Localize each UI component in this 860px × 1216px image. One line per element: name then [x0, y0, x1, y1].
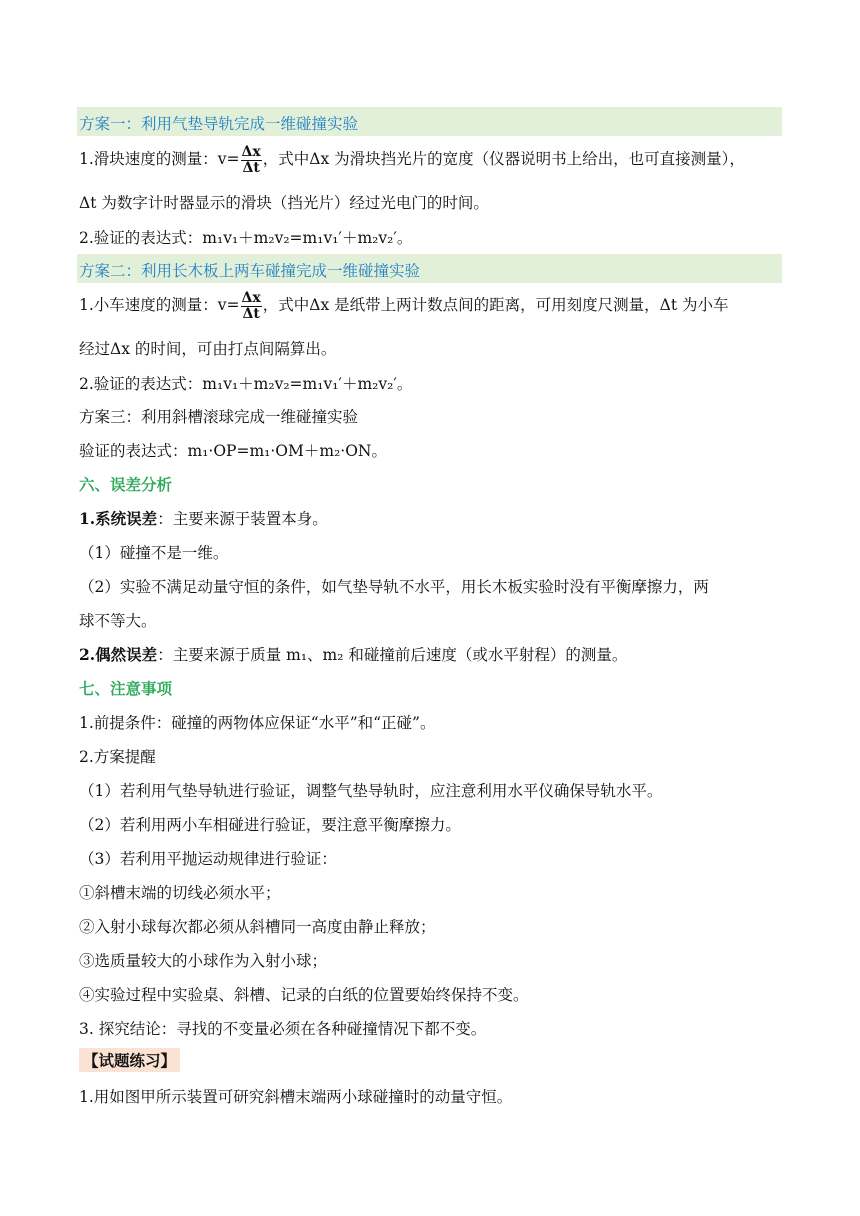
error-analysis-heading: 六、误差分析 [79, 475, 173, 494]
scheme1-speed-cont: Δt 为数字计时器显示的滑块（挡光片）经过光电门的时间。 [79, 194, 489, 212]
fraction-numerator: Δx [241, 144, 261, 160]
scheme2-fraction [241, 291, 262, 321]
system-error-label: 1.系统误差 [79, 509, 158, 528]
scheme2-speed-lead: 1.小车速度的测量：v= [79, 296, 240, 315]
notes-reminder: 2.方案提醒 [79, 748, 156, 766]
system-error-line [79, 507, 328, 529]
scheme2-speed-rest: ，式中Δx 是纸带上两计数点间的距离，可用刻度尺测量，Δt 为小车 [262, 296, 729, 315]
scheme1-speed-line [79, 145, 745, 175]
fraction-denominator: Δt [242, 305, 260, 322]
fraction-numerator: Δx [241, 290, 261, 306]
notes-conclusion: 3. 探究结论：寻找的不变量必须在各种碰撞情况下都不变。 [79, 1020, 487, 1038]
scheme1-verify: 2.验证的表达式：m₁v₁＋m₂v₂=m₁v₁′＋m₂v₂′。 [79, 229, 413, 247]
notes-condition-4: ④实验过程中实验桌、斜槽、记录的白纸的位置要始终保持不变。 [79, 986, 529, 1004]
notes-reminder-3: （3）若利用平抛运动规律进行验证： [79, 850, 337, 868]
notes-condition-1: ①斜槽末端的切线必须水平； [79, 884, 281, 902]
notes-reminder-2: （2）若利用两小车相碰进行验证，要注意平衡摩擦力。 [79, 816, 461, 834]
notes-heading: 七、注意事项 [79, 679, 173, 698]
scheme2-heading: 方案二：利用长木板上两车碰撞完成一维碰撞实验 [79, 262, 421, 280]
scheme3-verify: 验证的表达式：m₁·OP=m₁·OM＋m₂·ON。 [79, 442, 387, 460]
notes-condition-3: ③选质量较大的小球作为入射小球； [79, 952, 328, 970]
error-item-1: （1）碰撞不是一维。 [79, 544, 229, 562]
error-item-2: （2）实验不满足动量守恒的条件，如气垫导轨不水平，用长木板实验时没有平衡摩擦力，两 [79, 578, 709, 596]
scheme3-heading: 方案三：利用斜槽滚球完成一维碰撞实验 [79, 408, 359, 426]
accidental-error-text: ：主要来源于质量 m₁、m₂ 和碰撞前后速度（或水平射程）的测量。 [157, 646, 628, 664]
practice-tag: 【试题练习】 [79, 1048, 180, 1072]
fraction-denominator: Δt [242, 159, 260, 176]
scheme1-speed-rest: ，式中Δx 为滑块挡光片的宽度（仪器说明书上给出，也可直接测量）， [262, 150, 745, 169]
error-item-2-cont: 球不等大。 [79, 612, 157, 630]
scheme2-speed-line [79, 291, 728, 321]
practice-tag-line [79, 1048, 180, 1072]
scheme2-verify: 2.验证的表达式：m₁v₁＋m₂v₂=m₁v₁′＋m₂v₂′。 [79, 375, 413, 393]
practice-question-1: 1.用如图甲所示装置可研究斜槽末端两小球碰撞时的动量守恒。 [79, 1088, 513, 1106]
scheme1-fraction [241, 145, 262, 175]
notes-premise: 1.前提条件：碰撞的两物体应保证“水平”和“正碰”。 [79, 714, 436, 732]
notes-reminder-1: （1）若利用气垫导轨进行验证，调整气垫导轨时，应注意利用水平仪确保导轨水平。 [79, 782, 663, 800]
accidental-error-label: 2.偶然误差 [79, 645, 158, 664]
scheme2-speed-cont: 经过Δx 的时间，可由打点间隔算出。 [79, 340, 337, 358]
accidental-error-line [79, 643, 627, 665]
system-error-text: ：主要来源于装置本身。 [157, 510, 328, 528]
scheme1-speed-lead: 1.滑块速度的测量：v= [79, 150, 240, 169]
notes-condition-2: ②入射小球每次都必须从斜槽同一高度由静止释放； [79, 918, 436, 936]
scheme1-heading: 方案一：利用气垫导轨完成一维碰撞实验 [79, 115, 359, 133]
